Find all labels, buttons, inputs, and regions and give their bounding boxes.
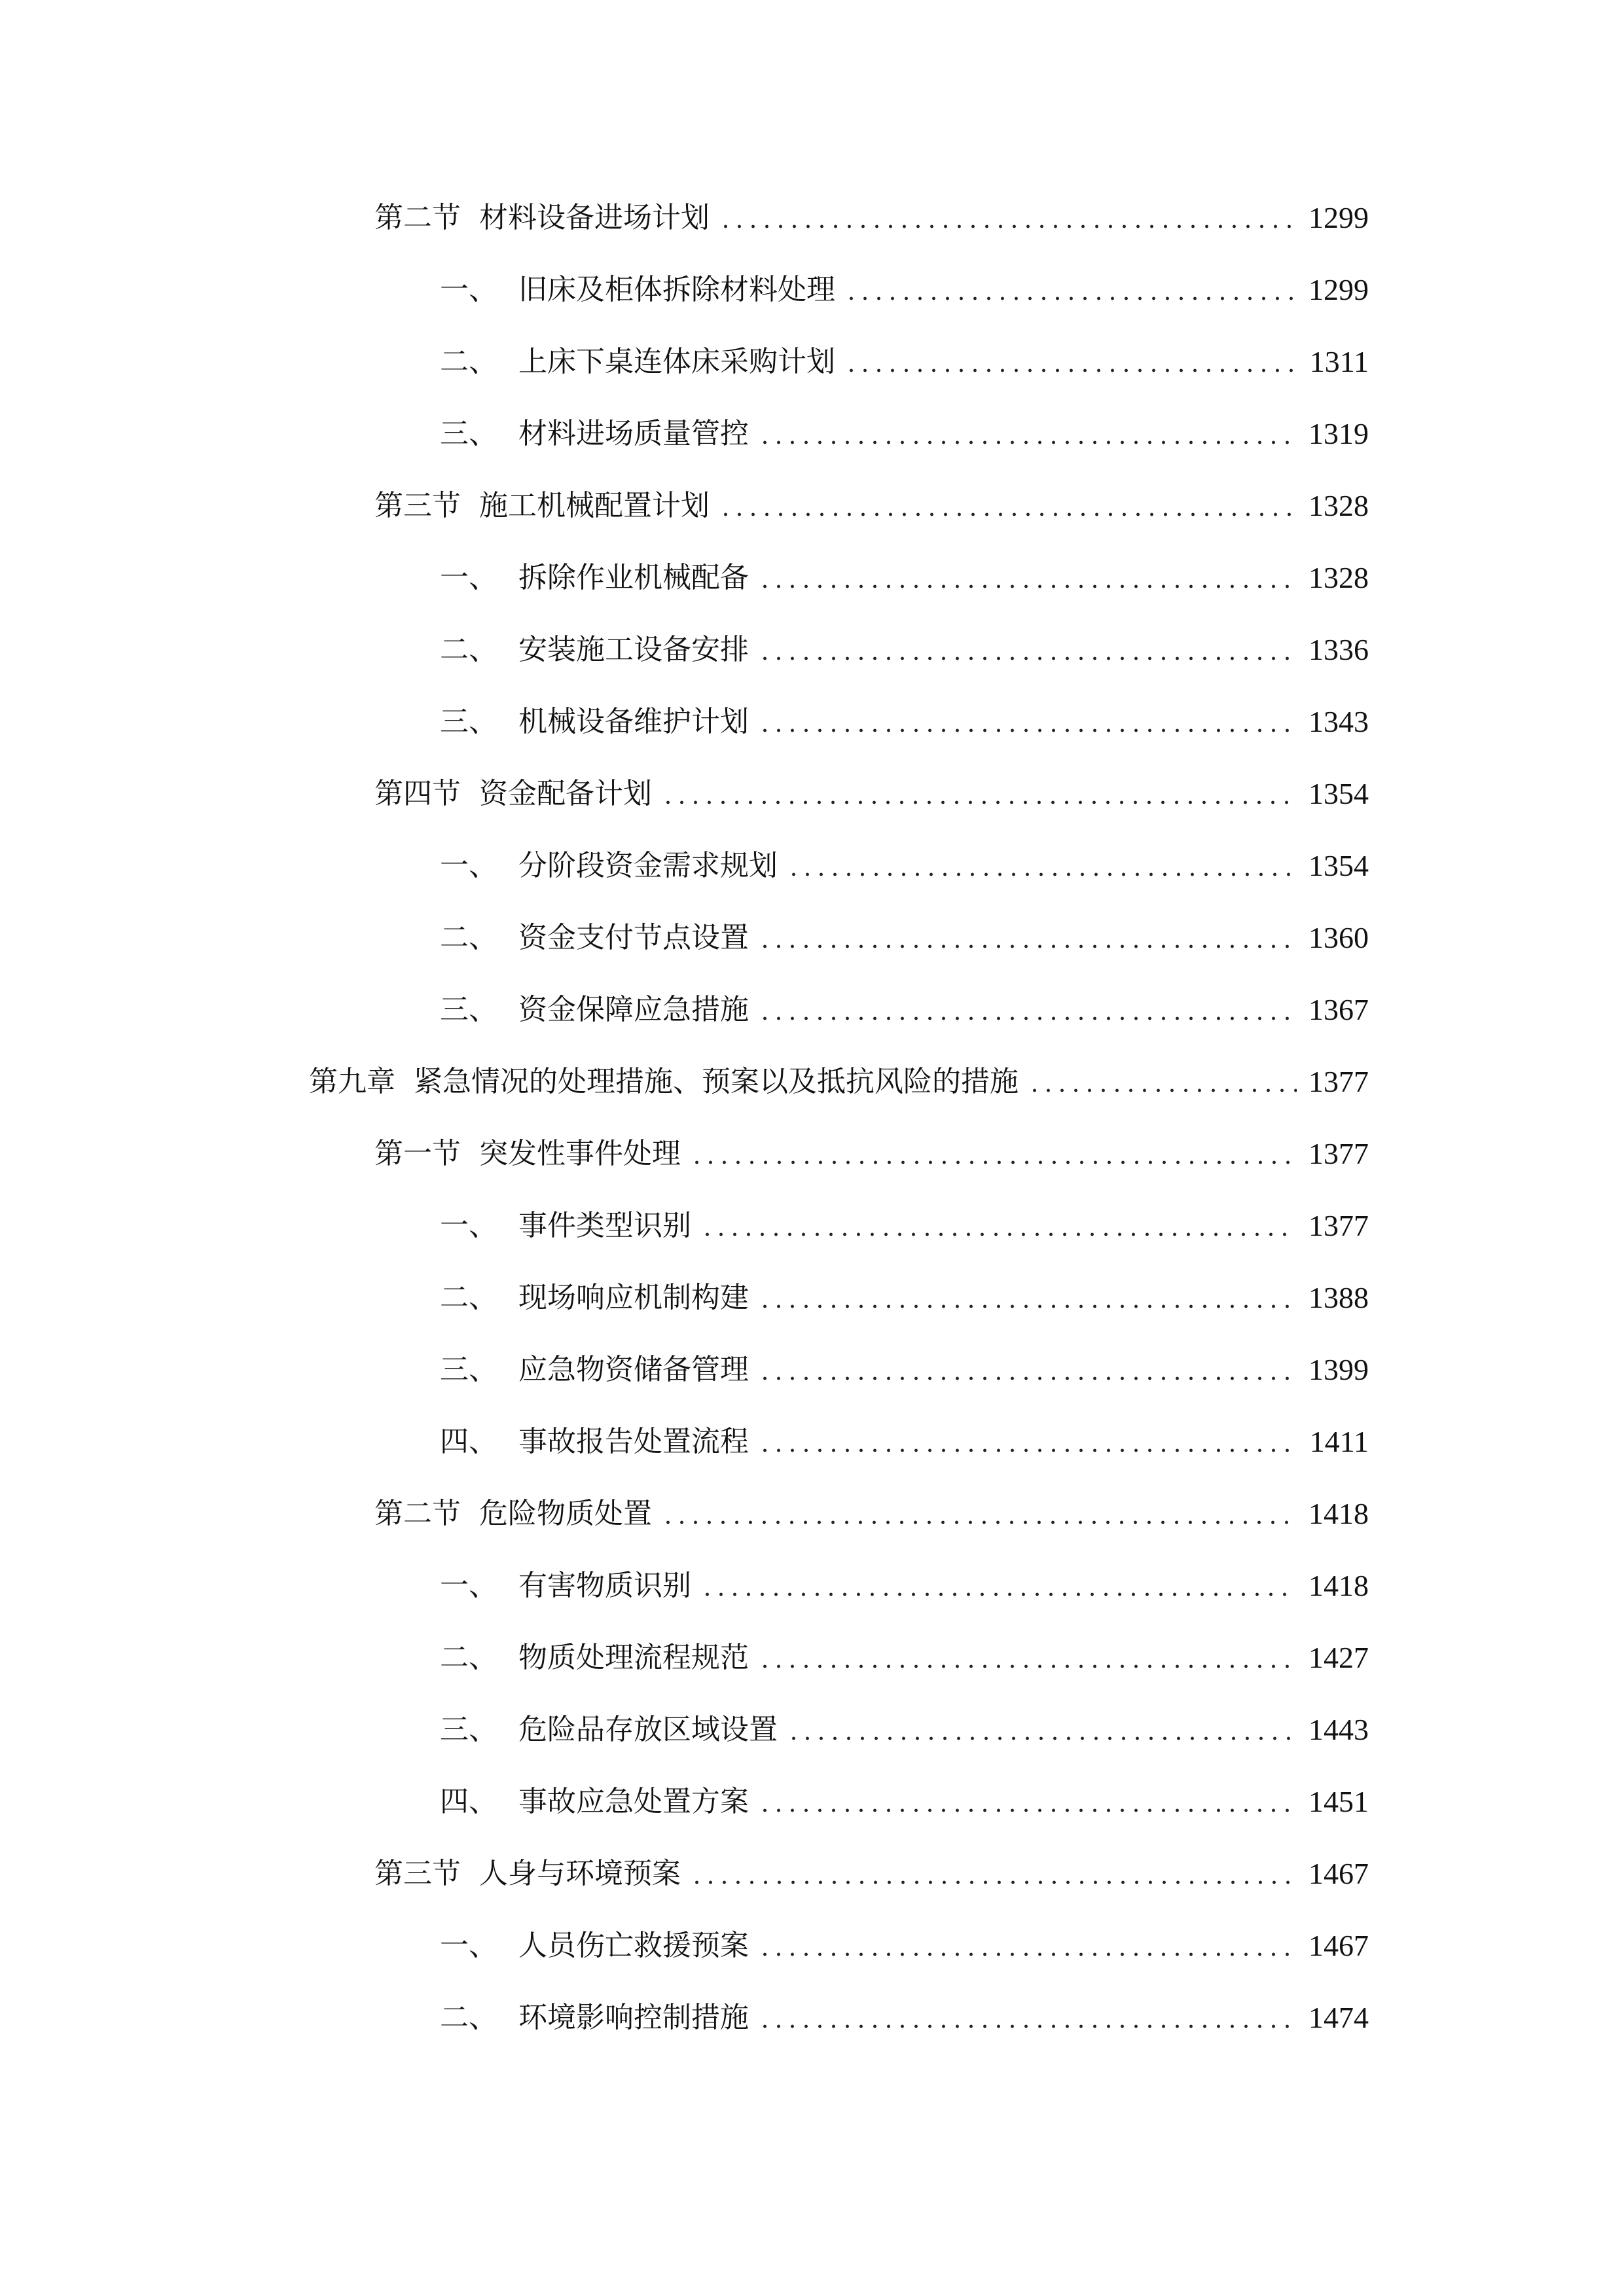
dot-leader: [787, 872, 1297, 877]
toc-page-number: 1377: [1308, 1065, 1369, 1098]
toc-entry-title: 资金支付节点设置: [518, 921, 749, 954]
toc-entry[interactable]: [374, 1128, 1369, 1180]
toc-entry-title: 人员伤亡救援预案: [518, 1929, 749, 1962]
dot-leader: [758, 656, 1297, 661]
toc-page-number: 1443: [1308, 1713, 1369, 1746]
toc-entry[interactable]: [440, 1272, 1369, 1324]
toc-entry-title: 应急物资储备管理: [518, 1353, 749, 1386]
dot-leader: [758, 1664, 1297, 1669]
toc-page-number: 1328: [1308, 561, 1369, 594]
toc-page-number: 1299: [1308, 273, 1369, 306]
dot-leader: [758, 584, 1297, 589]
dot-leader: [758, 1952, 1297, 1957]
toc-entry-number: 二、: [440, 345, 497, 378]
toc-entry-number: 一、: [440, 849, 497, 882]
toc-page-number: 1377: [1308, 1137, 1369, 1170]
toc-page-number: 1377: [1308, 1209, 1369, 1242]
dot-leader: [758, 1448, 1298, 1453]
dot-leader: [844, 296, 1297, 301]
toc-entry-number: 第三节: [374, 1857, 461, 1890]
dot-leader: [690, 1160, 1297, 1165]
toc-entry[interactable]: [440, 1992, 1369, 2044]
dot-leader: [758, 440, 1297, 445]
toc-entry-title: 有害物质识别: [518, 1569, 691, 1602]
toc-entry[interactable]: [440, 1344, 1369, 1396]
toc-entry-number: 第一节: [374, 1137, 461, 1170]
toc-entry-number: 二、: [440, 2001, 497, 2034]
toc-entry-title: 突发性事件处理: [479, 1137, 681, 1170]
toc-page-number: 1388: [1308, 1281, 1369, 1314]
toc-entry[interactable]: [440, 912, 1369, 964]
toc-entry-number: 三、: [440, 705, 497, 738]
toc-entry-number: 二、: [440, 633, 497, 666]
dot-leader: [758, 1304, 1297, 1309]
toc-entry[interactable]: [374, 480, 1369, 532]
toc-page-number: 1427: [1308, 1641, 1369, 1674]
dot-leader: [758, 1808, 1297, 1813]
toc-entry-number: 第二节: [374, 1497, 461, 1530]
toc-entry[interactable]: [440, 408, 1369, 460]
toc-entry[interactable]: [374, 192, 1369, 244]
dot-leader: [719, 512, 1297, 517]
toc-entry-title: 事故报告处置流程: [518, 1425, 749, 1458]
toc-entry-number: 三、: [440, 993, 497, 1026]
dot-leader: [661, 800, 1297, 805]
toc-page-number: 1399: [1308, 1353, 1369, 1386]
toc-page-number: 1336: [1308, 633, 1369, 666]
dot-leader: [700, 1232, 1297, 1237]
toc-entry-number: 一、: [440, 1569, 497, 1602]
toc-entry[interactable]: [374, 768, 1369, 820]
toc-entry-number: 第九章: [309, 1065, 395, 1098]
toc-page-number: 1418: [1308, 1569, 1369, 1602]
toc-entry-title: 拆除作业机械配备: [518, 561, 749, 594]
toc-entry[interactable]: [374, 1848, 1369, 1900]
toc-entry-title: 材料设备进场计划: [479, 201, 710, 234]
toc-page-number: 1467: [1308, 1857, 1369, 1890]
dot-leader: [700, 1592, 1297, 1597]
toc-entry-number: 二、: [440, 921, 497, 954]
toc-entry-title: 材料进场质量管控: [518, 417, 749, 450]
dot-leader: [661, 1520, 1297, 1525]
toc-entry[interactable]: [440, 696, 1369, 748]
toc-entry[interactable]: [374, 1488, 1369, 1540]
dot-leader: [758, 944, 1297, 949]
toc-entry[interactable]: [440, 264, 1369, 316]
toc-entry-title: 资金保障应急措施: [518, 993, 749, 1026]
dot-leader: [844, 368, 1298, 373]
toc-page-number: 1354: [1308, 849, 1369, 882]
toc-page-number: 1474: [1308, 2001, 1369, 2034]
toc-entry-number: 一、: [440, 1209, 497, 1242]
toc-entry[interactable]: [440, 1704, 1369, 1756]
toc-entry[interactable]: [440, 1632, 1369, 1684]
toc-page-number: 1467: [1308, 1929, 1369, 1962]
toc-page-number: 1451: [1308, 1785, 1369, 1818]
toc-entry-title: 危险物质处置: [479, 1497, 652, 1530]
toc-page-number: 1354: [1308, 777, 1369, 810]
toc-entry[interactable]: [440, 840, 1369, 892]
toc-entry[interactable]: [440, 984, 1369, 1036]
toc-entry-number: 第二节: [374, 201, 461, 234]
dot-leader: [719, 224, 1297, 229]
toc-page-number: 1319: [1308, 417, 1369, 450]
toc-entry-title: 物质处理流程规范: [518, 1641, 749, 1674]
toc-entry-number: 四、: [440, 1425, 497, 1458]
toc-entry-title: 事故应急处置方案: [518, 1785, 749, 1818]
toc-entry[interactable]: [440, 624, 1369, 676]
toc-entry-number: 一、: [440, 561, 497, 594]
dot-leader: [758, 1376, 1297, 1381]
toc-entry-title: 事件类型识别: [518, 1209, 691, 1242]
toc-page-number: 1328: [1308, 489, 1369, 522]
toc-entry-title: 旧床及柜体拆除材料处理: [518, 273, 835, 306]
toc-entry-title: 安装施工设备安排: [518, 633, 749, 666]
toc-entry-number: 二、: [440, 1641, 497, 1674]
toc-page-number: 1418: [1308, 1497, 1369, 1530]
dot-leader: [758, 2024, 1297, 2029]
dot-leader: [1028, 1088, 1297, 1093]
toc-entry[interactable]: [440, 1920, 1369, 1972]
toc-entry-title: 施工机械配置计划: [479, 489, 710, 522]
dot-leader: [787, 1736, 1297, 1741]
toc-entry-number: 第三节: [374, 489, 461, 522]
toc-page-number: 1299: [1308, 201, 1369, 234]
toc-entry-title: 人身与环境预案: [479, 1857, 681, 1890]
toc-entry-title: 分阶段资金需求规划: [518, 849, 778, 882]
toc-entry-number: 第四节: [374, 777, 461, 810]
toc-entry[interactable]: [440, 1416, 1369, 1468]
toc-entry-title: 上床下桌连体床采购计划: [518, 345, 835, 378]
toc-page-number: 1311: [1309, 345, 1369, 378]
toc-entry-number: 二、: [440, 1281, 497, 1314]
toc-entry-title: 资金配备计划: [479, 777, 652, 810]
toc-entry[interactable]: [309, 1056, 1369, 1108]
toc-entry-number: 一、: [440, 1929, 497, 1962]
dot-leader: [758, 1016, 1297, 1021]
toc-entry-title: 现场响应机制构建: [518, 1281, 749, 1314]
toc-entry[interactable]: [440, 1776, 1369, 1828]
dot-leader: [758, 728, 1297, 733]
toc-entry[interactable]: [440, 552, 1369, 604]
toc-entry-title: 机械设备维护计划: [518, 705, 749, 738]
toc-entry-title: 环境影响控制措施: [518, 2001, 749, 2034]
toc-entry-number: 一、: [440, 273, 497, 306]
toc-entry-number: 三、: [440, 1713, 497, 1746]
toc-page-number: 1343: [1308, 705, 1369, 738]
toc-entry-number: 三、: [440, 417, 497, 450]
toc-entry-title: 危险品存放区域设置: [518, 1713, 778, 1746]
dot-leader: [690, 1880, 1297, 1885]
toc-entry[interactable]: [440, 1200, 1369, 1252]
toc-page-number: 1360: [1308, 921, 1369, 954]
toc-entry-title: 紧急情况的处理措施、预案以及抵抗风险的措施: [414, 1065, 1019, 1098]
toc-entry-number: 四、: [440, 1785, 497, 1818]
toc-entry-number: 三、: [440, 1353, 497, 1386]
toc-page-number: 1367: [1308, 993, 1369, 1026]
toc-entry[interactable]: [440, 336, 1369, 388]
toc-page-number: 1411: [1309, 1425, 1369, 1458]
toc-entry[interactable]: [440, 1560, 1369, 1612]
